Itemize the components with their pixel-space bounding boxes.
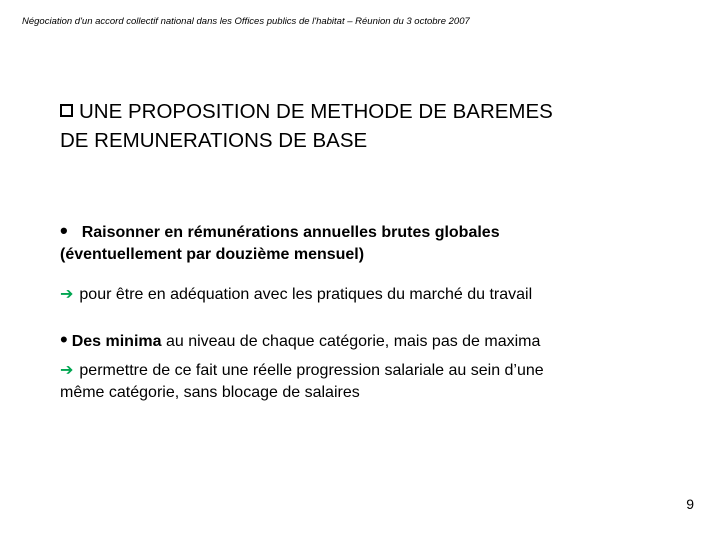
green-right-arrow-icon: ➔	[60, 362, 74, 379]
bullet-dot-icon: •	[60, 327, 68, 352]
arrow-point-2	[60, 360, 680, 404]
square-bullet-icon	[60, 104, 73, 117]
bullet-1-line-2: (éventuellement par douzième mensuel)	[60, 246, 365, 263]
slide-title	[60, 97, 700, 155]
bullet-2-bold-text: Des minima	[71, 333, 162, 350]
arrow-point-2-line-2: même catégorie, sans blocage de salaires	[60, 384, 360, 401]
document-header: Négociation d'un accord collectif national dans les Offices publics de l'habitat – Réunion du 3 octobre 2007	[22, 16, 470, 27]
bullet-dot-icon: •	[60, 218, 68, 243]
arrow-point-1-text: pour être en adéquation avec les pratiques du marché du travail	[79, 286, 533, 303]
title-line-2: DE REMUNERATIONS DE BASE	[60, 129, 368, 152]
bullet-2	[60, 328, 680, 353]
arrow-point-2-line-1: permettre de ce fait une réelle progression salariale au sein d’une	[79, 362, 544, 379]
arrow-point-1	[60, 284, 680, 306]
page-number: 9	[686, 496, 694, 512]
bullet-1-line-1: Raisonner en rémunérations annuelles brutes globales	[81, 224, 500, 241]
green-right-arrow-icon: ➔	[60, 286, 74, 303]
bullet-2-text: au niveau de chaque catégorie, mais pas de maxima	[161, 333, 541, 350]
bullet-1	[60, 219, 680, 266]
title-line-1: UNE PROPOSITION DE METHODE DE BAREMES	[79, 100, 553, 123]
